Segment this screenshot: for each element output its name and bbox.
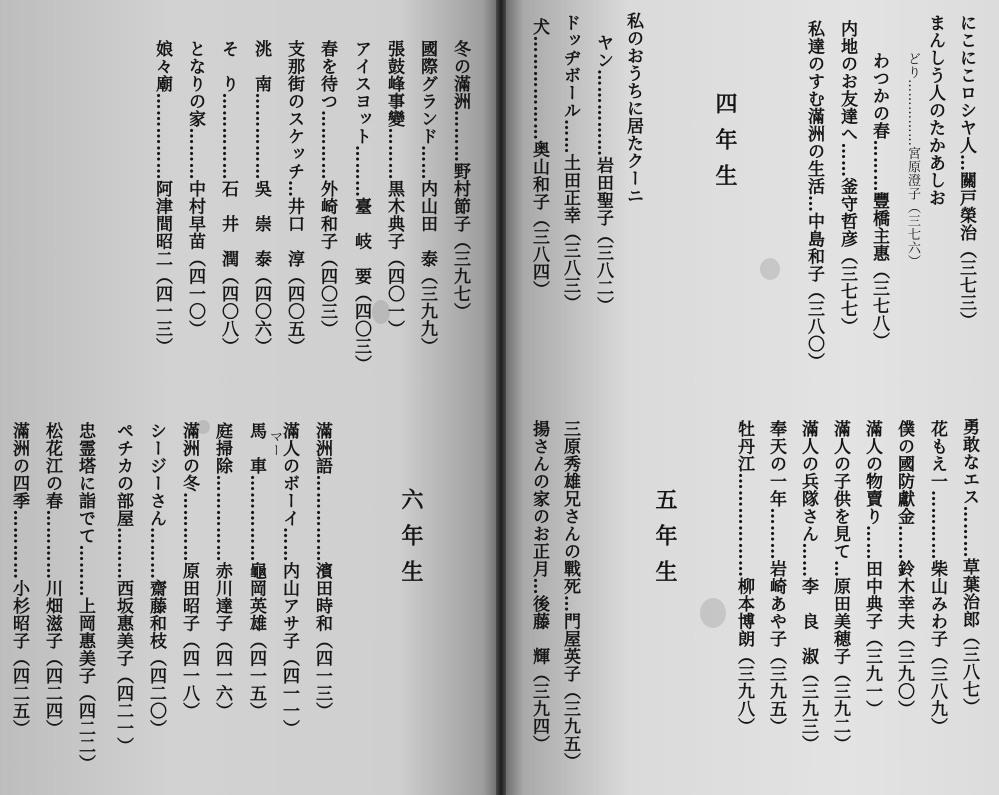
toc-entry: ドッヂボール……土田正幸（三八三） <box>560 14 580 312</box>
toc-entry: アイスヨット………臺 岐 要（四〇三） <box>351 40 371 373</box>
toc-entry: 奉天の一年………岩崎あや子（三九五） <box>766 420 786 735</box>
grade-heading-five: 五年生 <box>652 488 678 596</box>
toc-entry: 支那街のスケッチ…井口 淳（四〇五） <box>284 40 304 355</box>
toc-entry: 滿洲語……………濱田時和（四一三） <box>312 422 332 720</box>
toc-entry: 滿洲の四季…………小杉昭子（四二五） <box>9 422 29 737</box>
toc-entry: そ り……………石 井 潤（四〇八） <box>218 40 238 355</box>
toc-entry: どり……………宮原澄子（三七六） <box>905 52 920 268</box>
toc-entry: 松花江の春…………川畑滋子（四二四） <box>42 422 62 737</box>
toc-entry: シージーさん………齋藤和枝（四二〇） <box>146 422 166 737</box>
toc-entry: 花もえ一…………柴山みわ子（三八九） <box>927 420 947 735</box>
toc-entry: 滿人のボーイ……内山アサ子（四一一） <box>279 422 299 737</box>
toc-entry: まんしう人のたかあしお <box>925 14 945 207</box>
toc-entry: 牡丹江………………柳本博朗（三九八） <box>734 420 754 735</box>
toc-entry: となりの家………中村早苗（四一〇） <box>185 40 205 338</box>
toc-entry: 春を待つ…………外崎和子（四〇三） <box>317 40 337 338</box>
grade-heading-four: 四年生 <box>712 92 738 200</box>
toc-entry: 滿人の兵隊さん……李 良 淑（三九三） <box>798 420 818 753</box>
toc-entry: 滿人の子供を見て…原田美穂子（三九二） <box>830 420 850 753</box>
toc-entry: 馬 車……………龜岡英雄（四一五） <box>246 422 266 720</box>
toc-entry: 滿人の物賣り……田中典子（三九一） <box>862 420 882 718</box>
toc-entry: わつかの春………豐橋主惠（三七八） <box>869 52 889 350</box>
toc-entry: 揚さんの家のお正月…後藤 輝（三九四） <box>529 420 549 753</box>
grade-heading-six: 六年生 <box>398 488 424 596</box>
toc-entry: 犬………………奥山和子（三八四） <box>529 18 549 298</box>
toc-entry: 三原秀雄兄さんの戰死…門屋英子（三九五） <box>560 420 580 770</box>
toc-entry: 庭掃除……………赤川達子（四一六） <box>212 422 232 720</box>
toc-entry: 勇敢なエス………草葉治郎（三八七） <box>959 418 979 716</box>
toc-entry: 張鼓峰事變………黒木典子（四〇一） <box>384 40 404 338</box>
toc-entry: ペチカの部屋………西坂惠美子（四二一） <box>113 422 133 755</box>
toc-entry: 内地のお友達へ……釜守哲彦（三七七） <box>837 20 857 335</box>
toc-entry: 冬の滿洲………野村節子（三九七） <box>450 40 470 320</box>
toc-entry: 私達のすむ滿洲の生活…中島和子（三八〇） <box>804 20 824 370</box>
toc-entry: にこにこロシヤ人…關戸榮治（三七三） <box>956 14 976 329</box>
book-gutter <box>496 0 506 795</box>
toc-entry: 國際グランド……内山田 泰（三九九） <box>417 40 437 355</box>
page-stain <box>760 258 780 280</box>
ruby-annotation: マー <box>267 430 282 457</box>
toc-entry: 洮 南……………吳 崇 泰（四〇六） <box>251 40 271 355</box>
toc-entry: 僕の國防獻金……鈴木幸夫（三九〇） <box>894 420 914 718</box>
toc-entry: 滿洲の冬…………原田昭子（四一八） <box>179 422 199 720</box>
toc-entry: 娘々廟……………阿津間昭二（四一三） <box>152 40 172 355</box>
toc-entry: ヤン……………岩田聖子（三八二） <box>593 34 613 314</box>
toc-entry: 忠霊塔に詣でて………上岡惠美子（四二二） <box>75 422 95 772</box>
toc-entry: 私のおうちに居たクーニ <box>623 12 643 205</box>
page-stain <box>700 598 726 628</box>
